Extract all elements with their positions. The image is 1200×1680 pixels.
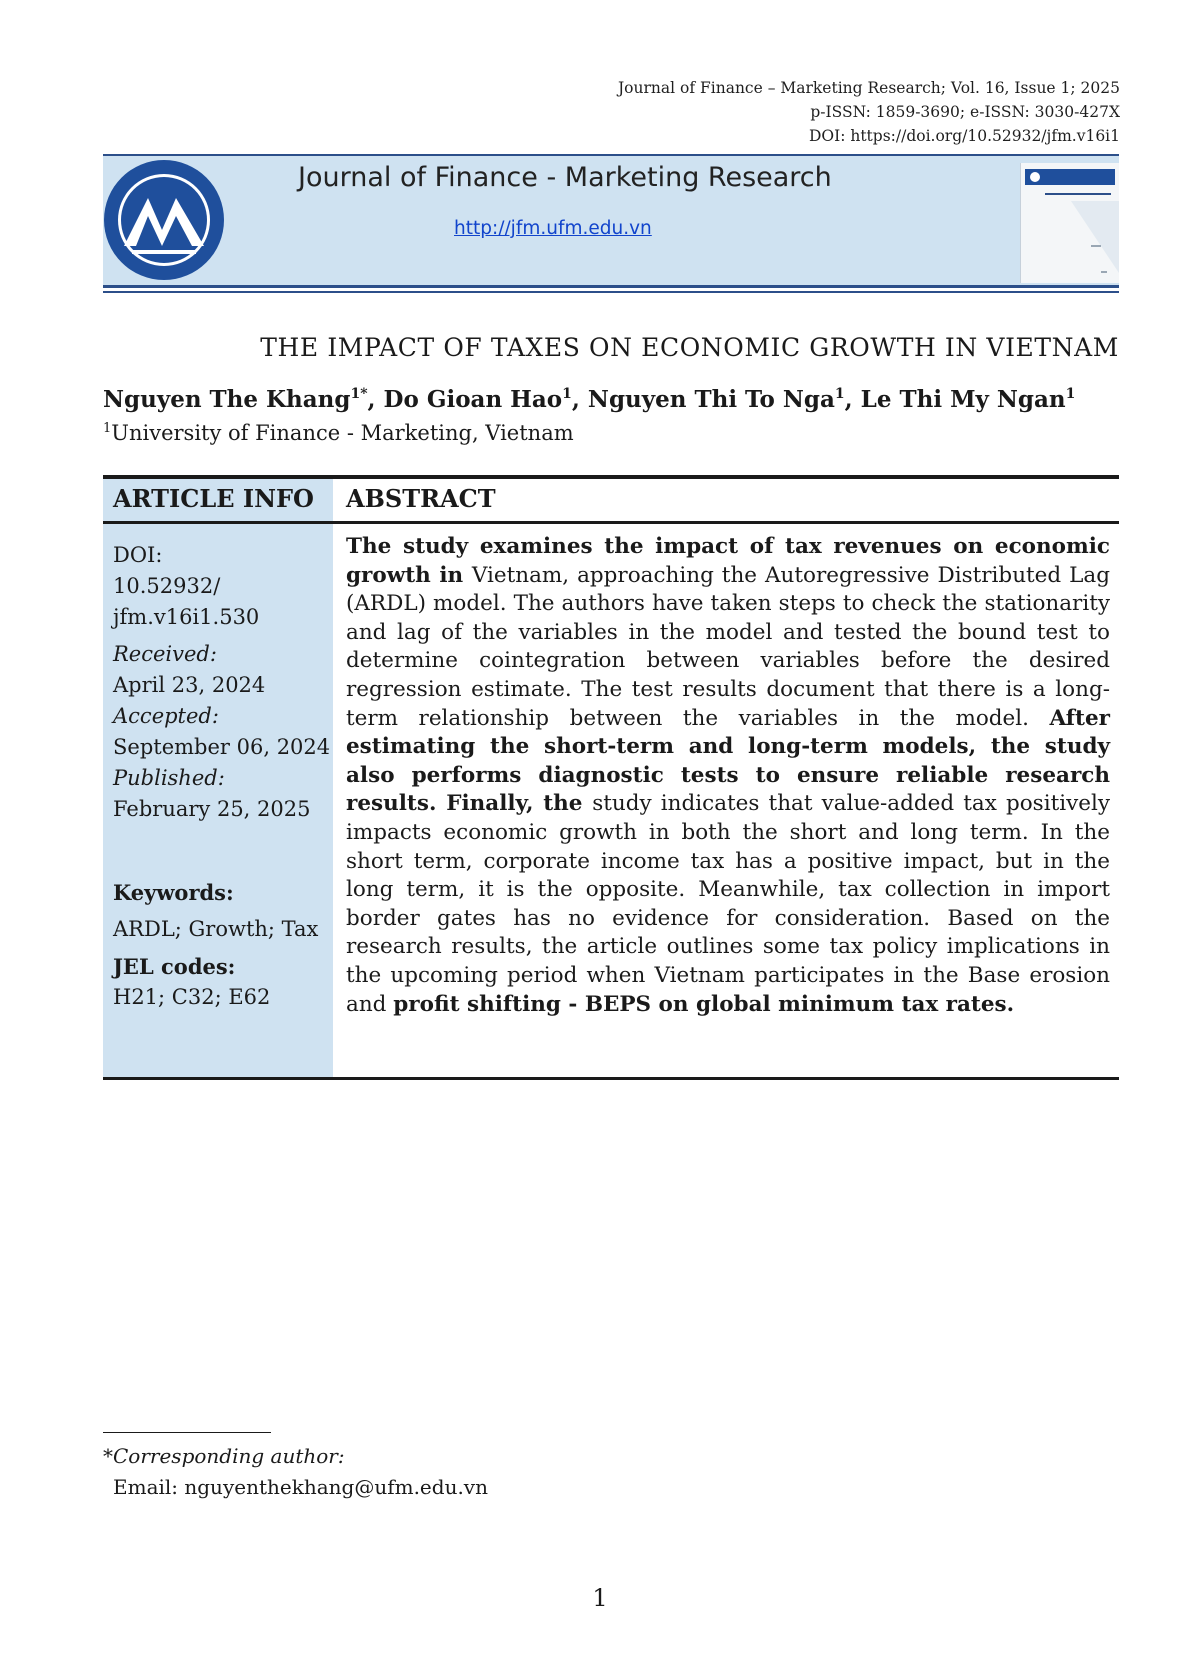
affiliation: [103, 421, 574, 445]
abstract-heading: ABSTRACT: [346, 484, 496, 513]
table-top-rule: [103, 475, 1119, 479]
affiliation-text: University of Finance - Marketing, Vietnam: [111, 421, 574, 445]
abstract-text-bold: The study examines the impact of tax revenues on economic growth in: [346, 534, 1110, 588]
author-affiliation-mark: 1: [1065, 386, 1076, 402]
doi-value-line1[interactable]: 10.52932/: [113, 574, 221, 598]
author-list: Nguyen The Khang$^{1*}$, Do Gioan Hao$^1$, Nguyen Thi To Nga$^1$, Le Thi My Ngan$^1$: [103, 386, 1076, 413]
keywords-value: ARDL; Growth; Tax: [113, 917, 319, 941]
author-affiliation-mark: 1: [562, 386, 572, 402]
author-affiliation-mark: 1: [834, 386, 845, 402]
abstract-text: study indicates that value-added tax positively impacts economic growth in both the short and long term. In the short term, corporate income tax has a positive impact, but in the long term, it is the opposite. Meanwhile, tax collection in import border gates has no evidence for consideration. Based on the research results, the article outlines some tax policy implications in the upcoming period when Vietnam participates in the Base erosion and: [346, 791, 1110, 1017]
abstract-text: Vietnam, approaching the Autoregressive Distributed Lag (ARDL) model. The authors have taken steps to check the stationarity and lag of the variables in the model and tested the bound test to determine cointegration between variables before the desired regression estimate. The test results document that there is a long-term relationship between the variables in the model.: [346, 562, 1110, 731]
keywords-label: Keywords:: [113, 880, 234, 905]
received-label: Received:: [113, 642, 217, 666]
abstract-text-bold: After estimating the short-term and long-term models, the study also performs diagnostic tests to ensure reliable research results. Finally, the: [346, 705, 1110, 817]
journal-url-link[interactable]: http://jfm.ufm.edu.vn: [454, 218, 652, 239]
jel-codes-label: JEL codes:: [113, 954, 236, 979]
journal-cover-thumbnail: [1020, 163, 1119, 283]
university-logo-icon: [102, 158, 226, 282]
banner-top-rule: [103, 154, 1119, 156]
published-label: Published:: [113, 766, 225, 790]
table-header-rule: [103, 521, 1119, 524]
banner-bottom-rule: [103, 285, 1119, 288]
jel-codes-value: H21; C32; E62: [113, 985, 271, 1009]
doi-line[interactable]: DOI: https://doi.org/10.52932/jfm.v16i1: [808, 127, 1120, 145]
accepted-label: Accepted:: [113, 704, 219, 728]
journal-cover-icon: [1021, 163, 1119, 283]
journal-citation-block: [420, 76, 1120, 148]
author-affiliation-mark: 1*: [350, 386, 368, 402]
accepted-date: September 06, 2024: [113, 735, 331, 759]
table-bottom-rule: [103, 1077, 1119, 1080]
author-name: Do Gioan Hao: [383, 386, 563, 413]
corresponding-author-email[interactable]: Email: nguyenthekhang@ufm.edu.vn: [113, 1475, 488, 1499]
abstract-text-bold: profit shifting - BEPS on global minimum tax rates.: [393, 991, 1015, 1017]
affiliation-mark: 1: [103, 421, 112, 436]
page-number: 1: [592, 1584, 608, 1612]
received-date: April 23, 2024: [113, 673, 266, 697]
journal-name: Journal of Finance - Marketing Research: [298, 162, 832, 193]
author-name: Le Thi My Ngan: [860, 386, 1066, 413]
doi-value-line2[interactable]: jfm.v16i1.530: [113, 605, 260, 629]
abstract-body: [346, 533, 1110, 1019]
author-name: Nguyen The Khang: [103, 386, 351, 413]
issn-line: p-ISSN: 1859-3690; e-ISSN: 3030-427X: [810, 103, 1120, 121]
article-title: THE IMPACT OF TAXES ON ECONOMIC GROWTH IN VIETNAM: [260, 333, 1119, 362]
article-info-heading: ARTICLE INFO: [113, 484, 314, 513]
article-info-details: [113, 540, 333, 1013]
footnote-rule: [103, 1432, 271, 1433]
banner-bottom-rule-thin: [103, 291, 1119, 293]
citation-line: Journal of Finance – Marketing Research; Vol. 16, Issue 1; 2025: [617, 79, 1120, 97]
doi-label: DOI:: [113, 543, 163, 567]
author-name: Nguyen Thi To Nga: [587, 386, 835, 413]
published-date: February 25, 2025: [113, 797, 311, 821]
corresponding-author-label: *Corresponding author:: [103, 1444, 345, 1468]
